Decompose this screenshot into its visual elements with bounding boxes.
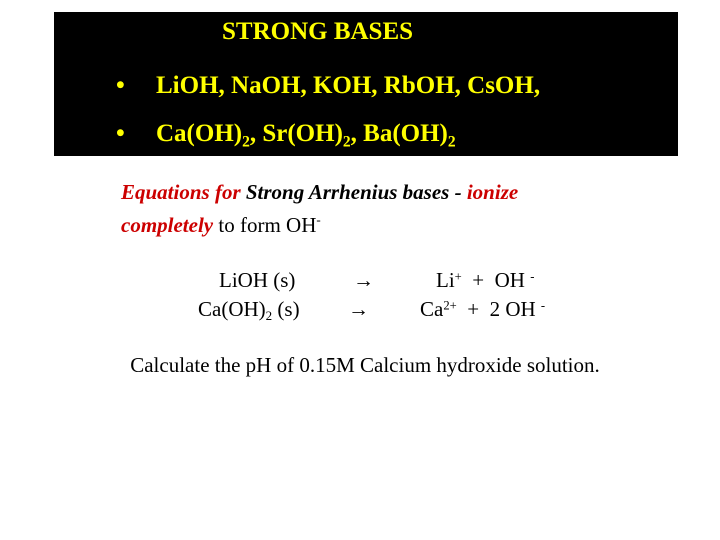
equation-products [436, 268, 534, 293]
bullet-icon: • [116, 120, 125, 147]
formula-barium-hydroxide: , Ba(OH) [350, 120, 448, 147]
formula-strontium-hydroxide: , Sr(OH) [249, 120, 343, 147]
reaction-arrow: → [348, 297, 369, 321]
slide-title: STRONG BASES [222, 18, 414, 45]
equation-reactant: LiOH (s) [219, 268, 296, 292]
plus-sign: + [467, 297, 480, 321]
calculation-prompt: Calculate the pH of 0.15M Calcium hydroxide solution. [130, 353, 600, 377]
bullet-icon: • [116, 72, 125, 99]
subscript: 2 [447, 133, 456, 151]
subscript: 2 [242, 133, 250, 151]
title-banner [54, 12, 678, 156]
cation-charge: 2+ [443, 298, 457, 313]
intro-ionize-completely: ionize completely [121, 180, 519, 237]
superscript-charge: - [316, 212, 321, 227]
intro-paragraph [121, 178, 591, 239]
anion-charge: - [540, 298, 546, 313]
intro-to-form: to form OH [213, 213, 317, 237]
subscript: 2 [265, 307, 273, 323]
equation-reactant: $Ca(OH)_2$ (s) [198, 297, 300, 323]
anion: OH [494, 268, 525, 292]
formula-calcium-hydroxide: Ca(OH) [156, 120, 243, 147]
subscript: 2 [342, 133, 351, 151]
cation-charge: + [454, 269, 462, 284]
bullet-item-divalent-bases [116, 120, 456, 151]
bullet-text: LiOH, NaOH, KOH, RbOH, CsOH, [156, 72, 541, 99]
anion-charge: - [530, 269, 535, 284]
intro-strong-arrhenius: Strong Arrhenius bases - [245, 180, 462, 204]
cation: Ca [420, 297, 444, 321]
cation: Li [436, 268, 455, 292]
reaction-arrow: → [353, 268, 374, 292]
equation-products [420, 297, 545, 322]
plus-sign: + [472, 268, 485, 292]
anion: 2 OH [489, 297, 536, 321]
bullet-item-monovalent-bases [116, 72, 540, 100]
intro-equations-for: Equations for [121, 180, 241, 204]
